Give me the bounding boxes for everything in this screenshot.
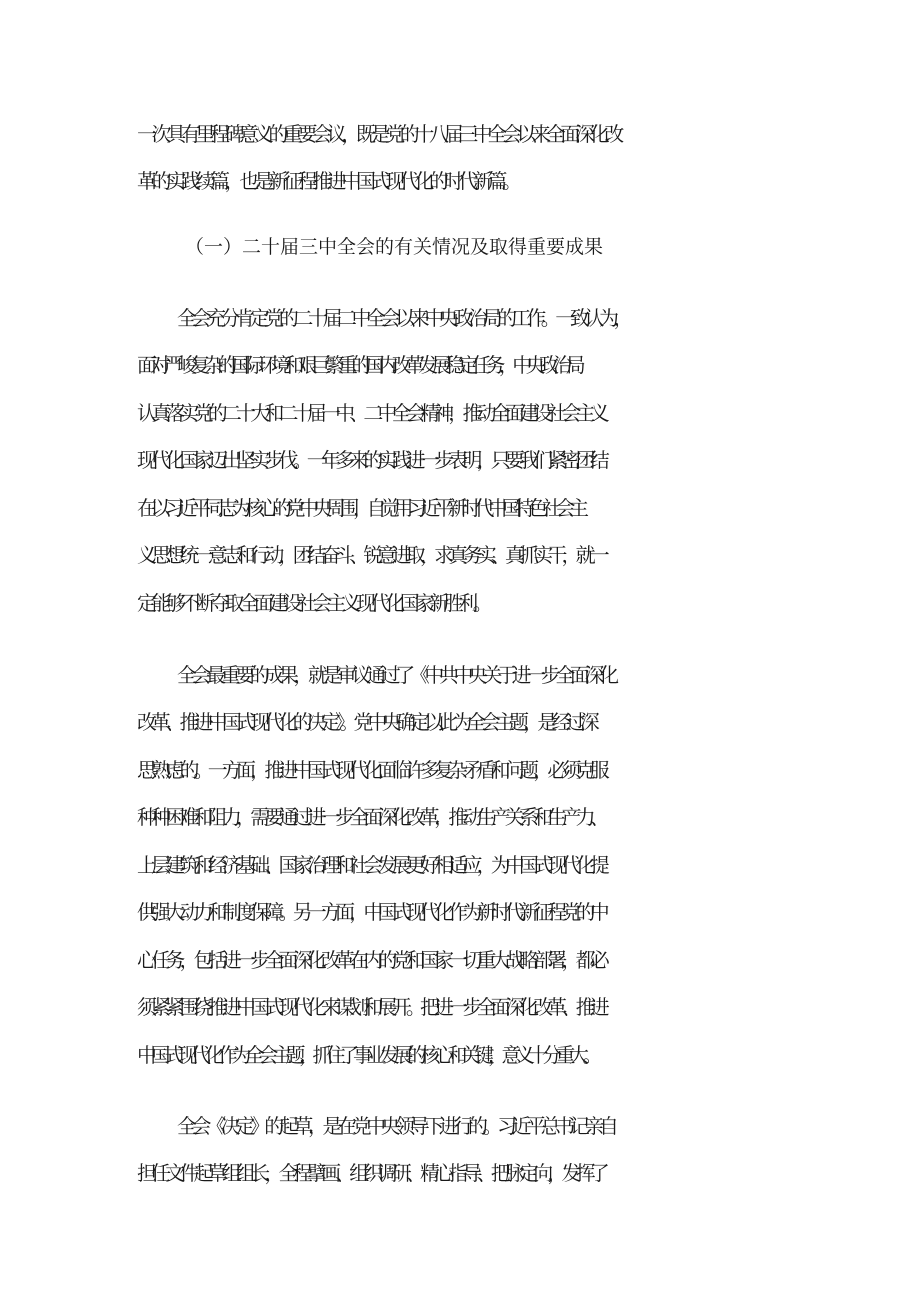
text-line: 认真落实党的二十大和二十届一中、二中全会精神，推动全面建设社会主义 — [137, 401, 604, 425]
text-line: 现代化国家迈出坚实步伐。一年多来的实践进一步表明，只要我们紧密团结 — [137, 448, 604, 472]
text-line: 革的实践续篇，也是新征程推进中国式现代化的时代新篇。 — [137, 169, 517, 193]
text-line: 须紧紧围绕推进中国式现代化来谋划和展开。把进一步全面深化改革、推进 — [137, 995, 604, 1019]
text-line: 心任务，包括进一步全面深化改革在内的党和国家一切重大战略部署，都必 — [137, 948, 604, 972]
text-line: 思熟虑的。一方面，推进中国式现代化面临许多复杂矛盾和问题，必须克服 — [137, 758, 604, 782]
section-heading: （一）二十届三中全会的有关情况及取得重要成果 — [185, 236, 604, 258]
text-line: 中国式现代化作为全会主题，抓住了事业发展的核心和关键，意义十分重大。 — [137, 1043, 596, 1067]
text-line: 种种困难和阻力，需要通过进一步全面深化改革，推动生产关系和生产力、 — [137, 805, 604, 829]
text-line: 全会《决定》的起草，是在党中央领导下进行的。习近平总书记亲自 — [177, 1114, 614, 1138]
text-line: 面对严峻复杂的国际环境和艰巨繁重的国内改革发展稳定任务，中央政治局 — [137, 353, 580, 377]
text-line: 在以习近平同志为核心的党中央周围，自觉用习近平新时代中国特色社会主 — [137, 496, 583, 520]
text-line: 担任文件起草组组长，全程擘画、组织调研、精心指导、把脉定向，发挥了 — [137, 1161, 604, 1185]
text-line: 一次具有里程碑意义的重要会议，既是党的十八届三中全会以来全面深化改 — [137, 122, 619, 146]
text-line: 全会充分肯定党的二十届二中全会以来中央政治局的工作。一致认为， — [177, 306, 629, 330]
text-line: 定能够不断夺取全面建设社会主义现代化国家新胜利。 — [137, 591, 488, 615]
text-line: 供强大动力和制度保障。另一方面，中国式现代化作为新时代新征程党的中 — [137, 900, 604, 924]
text-line: 改革、推进中国式现代化的决定》。党中央确定以此为全会主题，是经过深 — [137, 710, 594, 734]
text-line: 上层建筑和经济基础、国家治理和社会发展更好相适应，为中国式现代化提 — [137, 853, 604, 877]
text-line: 义思想统一意志和行动，团结奋斗、锐意进取，求真务实、真抓实干，就一 — [137, 543, 604, 567]
text-line: 全会最重要的成果，就是审议通过了《中共中央关于进一步全面深化 — [177, 663, 614, 687]
